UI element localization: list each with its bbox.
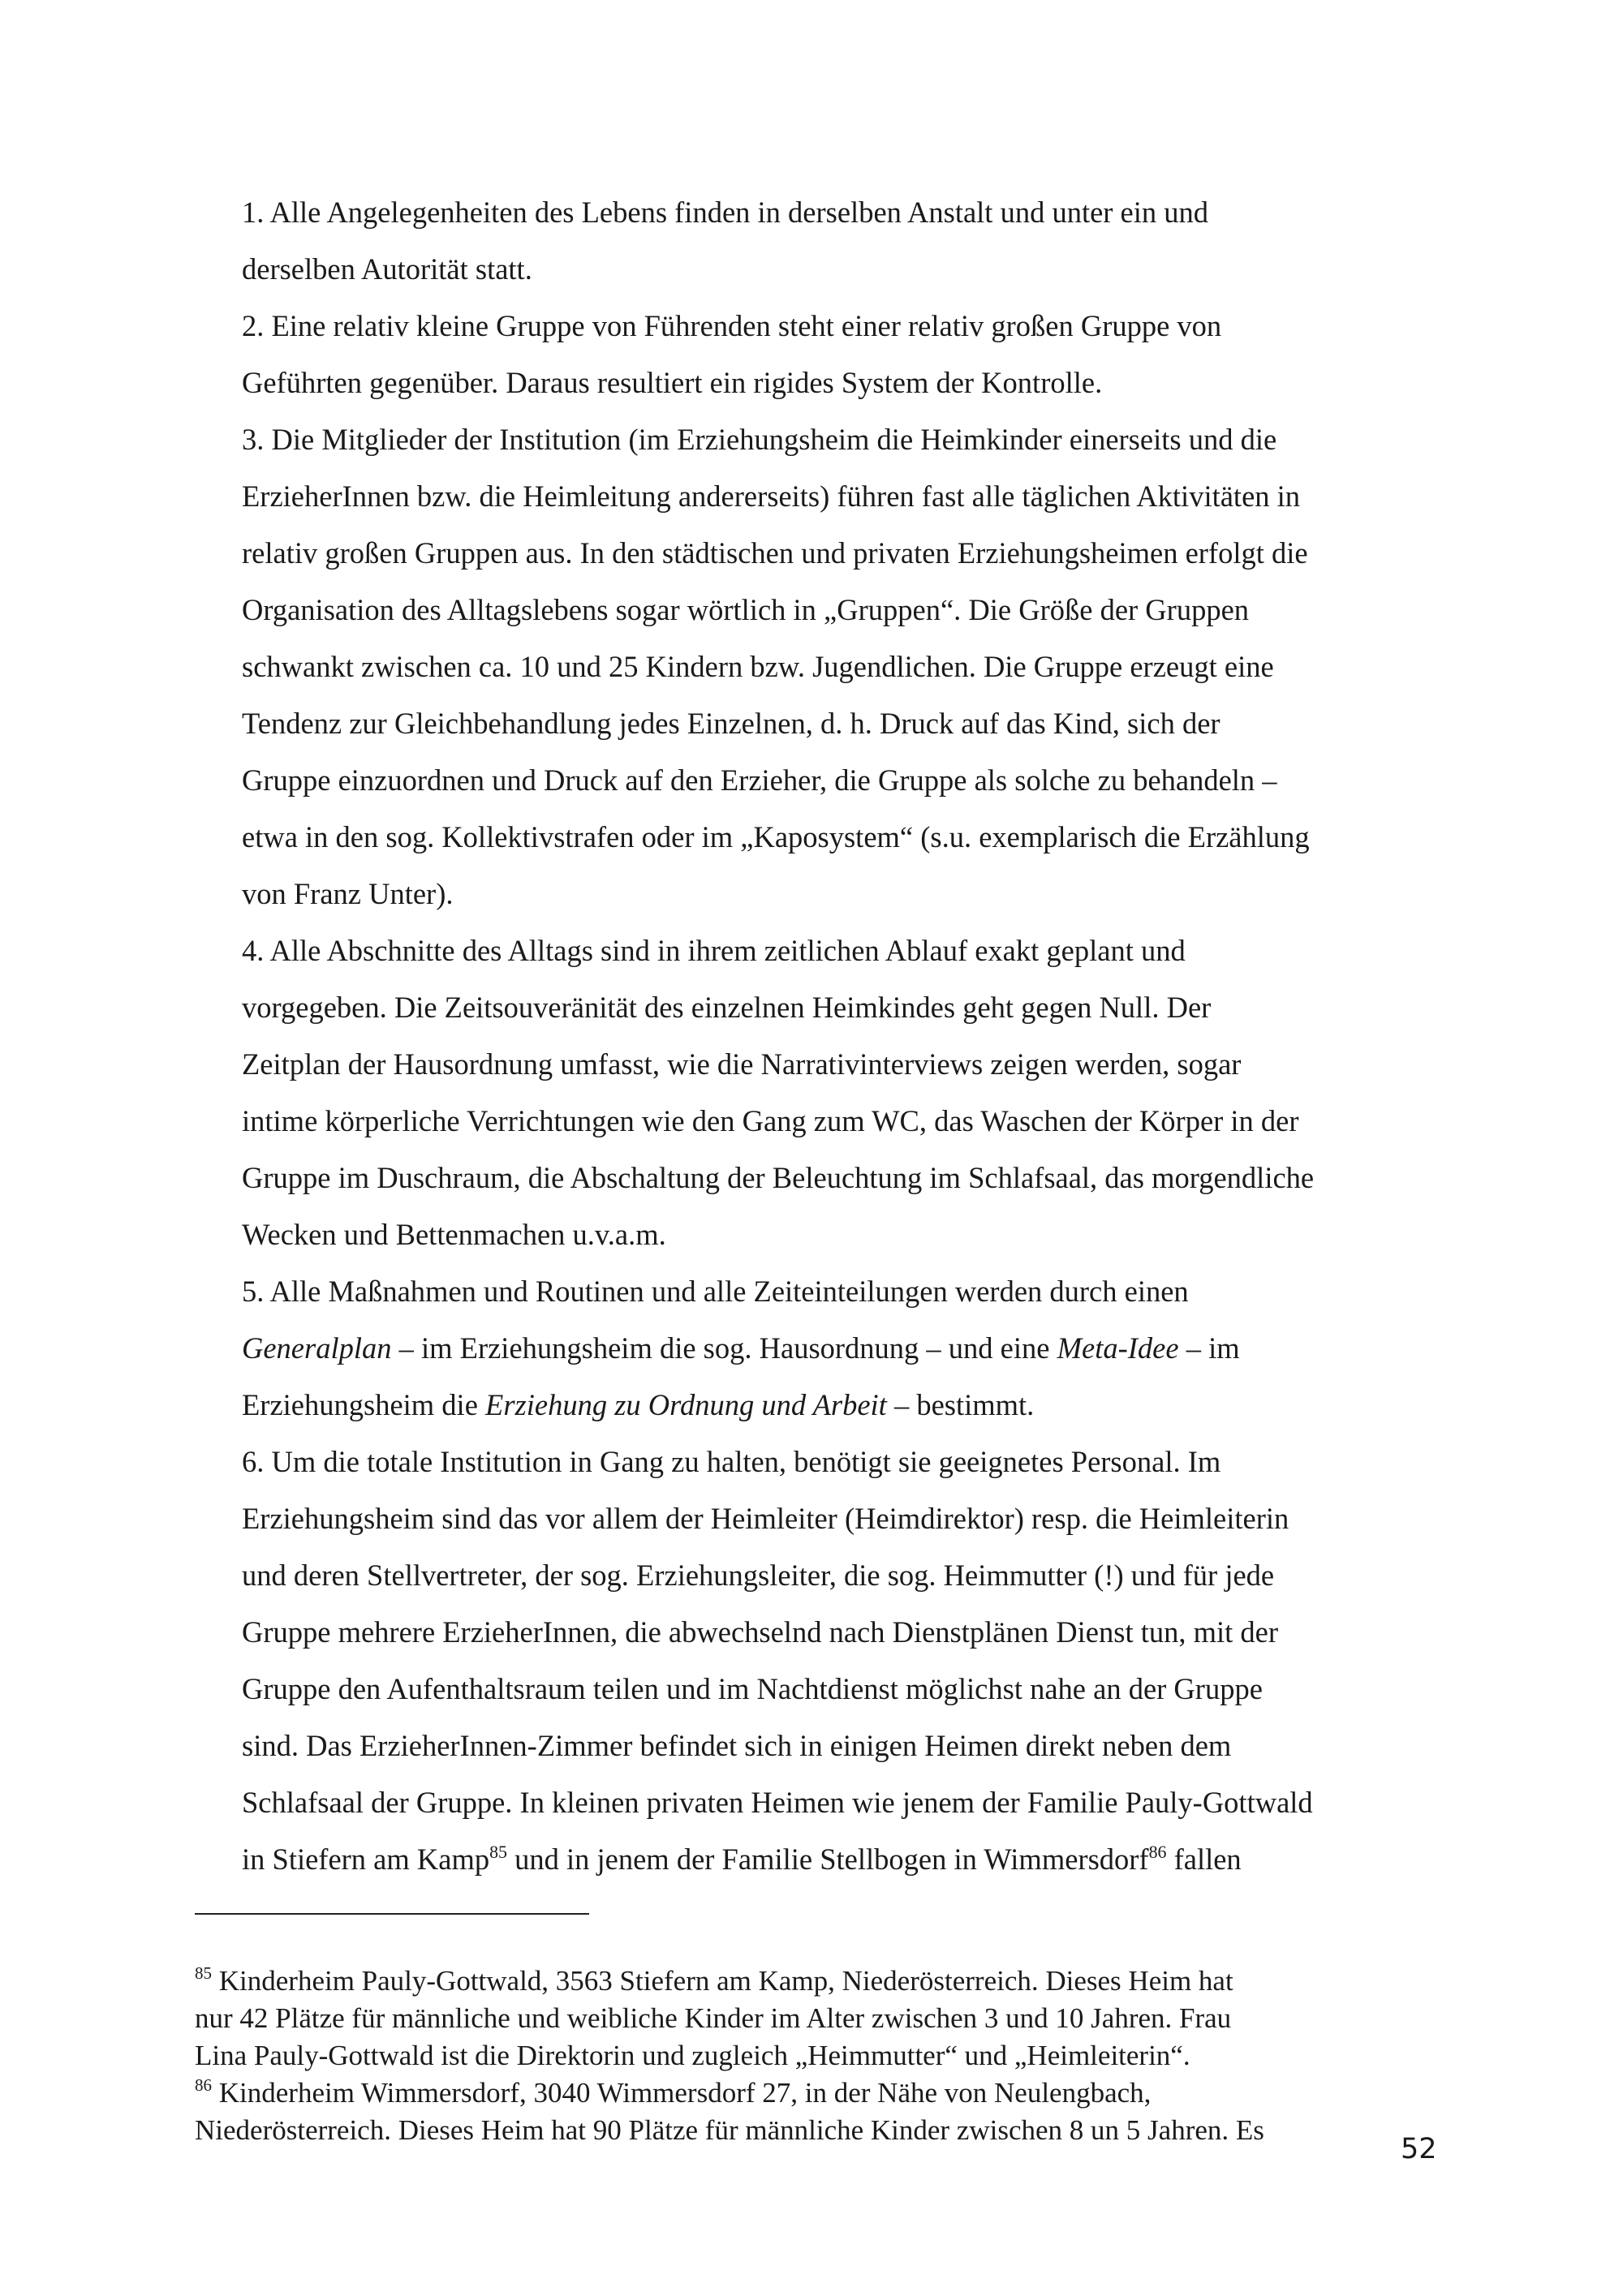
text-line: vorgegeben. Die Zeitsouveränität des einzelnen Heimkindes geht gegen Null. Der — [242, 991, 1212, 1024]
text-line: derselben Autorität statt. — [242, 252, 532, 286]
text-span: – im Erziehungsheim die sog. Hausordnung – und eine — [391, 1331, 1057, 1365]
footnote-line: nur 42 Plätze für männliche und weibliche Kinder im Alter zwischen 3 und 10 Jahren. Frau — [195, 2002, 1232, 2034]
footnote-line — [195, 2077, 1151, 2109]
text-line: 4. Alle Abschnitte des Alltags sind in ihrem zeitlichen Ablauf exakt geplant und — [242, 934, 1186, 967]
text-line: sind. Das ErzieherInnen-Zimmer befindet sich in einigen Heimen direkt neben dem — [242, 1729, 1232, 1762]
text-line: 3. Die Mitglieder der Institution (im Erziehungsheim die Heimkinder einerseits und die — [242, 423, 1277, 456]
footnote-separator — [195, 1913, 589, 1915]
text-line: Zeitplan der Hausordnung umfasst, wie die Narrativinterviews zeigen werden, sogar — [242, 1047, 1242, 1081]
text-line: Gruppe einzuordnen und Druck auf den Erzieher, die Gruppe als solche zu behandeln – — [242, 763, 1277, 797]
text-span: fallen — [1166, 1842, 1242, 1876]
text-line: Organisation des Alltagslebens sogar wörtlich in „Gruppen“. Die Größe der Gruppen — [242, 593, 1250, 626]
footnote-line: Lina Pauly-Gottwald ist die Direktorin und zugleich „Heimmutter“ und „Heimleiterin“. — [195, 2040, 1190, 2071]
footnote-line: Niederösterreich. Dieses Heim hat 90 Plätze für männliche Kinder zwischen 8 un 5 Jahren. Es — [195, 2114, 1264, 2146]
text-span: in Stiefern am Kamp — [242, 1842, 490, 1876]
text-line: 5. Alle Maßnahmen und Routinen und alle Zeiteinteilungen werden durch einen — [242, 1275, 1189, 1308]
italic-term: Generalplan — [242, 1331, 392, 1365]
page-number: 52 — [1401, 2133, 1437, 2165]
italic-term: Meta-Idee — [1057, 1331, 1179, 1365]
text-span: Kinderheim Pauly-Gottwald, 3563 Stiefern am Kamp, Niederösterreich. Dieses Heim hat — [212, 1965, 1233, 1997]
text-line: ErzieherInnen bzw. die Heimleitung andererseits) führen fast alle täglichen Aktivitäten in — [242, 479, 1301, 513]
text-line: Geführten gegenüber. Daraus resultiert ein rigides System der Kontrolle. — [242, 366, 1103, 399]
text-line: intime körperliche Verrichtungen wie den Gang zum WC, das Waschen der Körper in der — [242, 1104, 1299, 1137]
text-line: und deren Stellvertreter, der sog. Erziehungsleiter, die sog. Heimmutter (!) und für jede — [242, 1559, 1275, 1592]
text-span: – bestimmt. — [886, 1388, 1035, 1421]
text-line: Wecken und Bettenmachen u.v.a.m. — [242, 1218, 666, 1251]
text-line: Tendenz zur Gleichbehandlung jedes Einzelnen, d. h. Druck auf das Kind, sich der — [242, 707, 1220, 740]
text-line — [242, 1387, 1034, 1423]
text-span: – im — [1178, 1331, 1240, 1365]
text-line — [242, 1331, 1240, 1366]
footnote-ref[interactable]: 85 — [489, 1841, 507, 1862]
italic-term: Erziehung zu Ordnung und Arbeit — [485, 1388, 887, 1421]
text-line: etwa in den sog. Kollektivstrafen oder im „Kaposystem“ (s.u. exemplarisch die Erzählung — [242, 820, 1310, 853]
text-line: Erziehungsheim sind das vor allem der Heimleiter (Heimdirektor) resp. die Heimleiterin — [242, 1502, 1289, 1535]
text-span: Kinderheim Wimmersdorf, 3040 Wimmersdorf 27, in der Nähe von Neulengbach, — [212, 2077, 1152, 2109]
text-line: relativ großen Gruppen aus. In den städtischen und privaten Erziehungsheimen erfolgt die — [242, 536, 1308, 570]
footnote-number: 86 — [195, 2075, 212, 2096]
footnote-ref[interactable]: 86 — [1148, 1841, 1167, 1862]
text-line: von Franz Unter). — [242, 877, 454, 910]
footnote-number: 85 — [195, 1963, 212, 1984]
text-span: und in jenem der Familie Stellbogen in Wimmersdorf — [507, 1842, 1149, 1876]
text-line: schwankt zwischen ca. 10 und 25 Kindern bzw. Jugendlichen. Die Gruppe erzeugt eine — [242, 650, 1274, 683]
text-line: Schlafsaal der Gruppe. In kleinen privaten Heimen wie jenem der Familie Pauly-Gottwald — [242, 1786, 1313, 1819]
text-span: Erziehungsheim die — [242, 1388, 486, 1421]
text-line: Gruppe im Duschraum, die Abschaltung der Beleuchtung im Schlafsaal, das morgendliche — [242, 1161, 1315, 1194]
text-line: 6. Um die totale Institution in Gang zu halten, benötigt sie geeignetes Personal. Im — [242, 1445, 1221, 1478]
footnote-line — [195, 1965, 1233, 1997]
text-line: Gruppe mehrere ErzieherInnen, die abwechselnd nach Dienstplänen Dienst tun, mit der — [242, 1615, 1279, 1649]
text-line: 2. Eine relativ kleine Gruppe von Führenden steht einer relativ großen Gruppe von — [242, 309, 1222, 342]
text-line: Gruppe den Aufenthaltsraum teilen und im Nachtdienst möglichst nahe an der Gruppe — [242, 1672, 1263, 1705]
text-line — [242, 1842, 1242, 1877]
text-line: 1. Alle Angelegenheiten des Lebens finden in derselben Anstalt und unter ein und — [242, 196, 1209, 229]
